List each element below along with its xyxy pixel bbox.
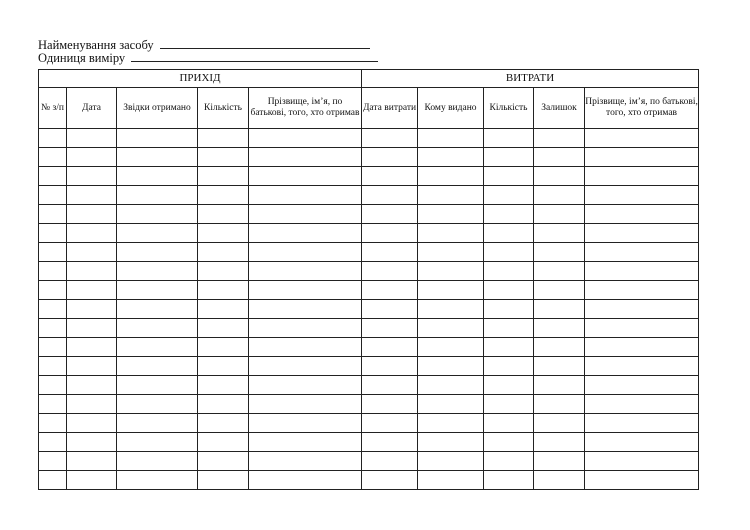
- table-cell[interactable]: [418, 357, 484, 376]
- table-cell[interactable]: [484, 243, 534, 262]
- table-cell[interactable]: [585, 129, 699, 148]
- table-cell[interactable]: [67, 414, 117, 433]
- table-cell[interactable]: [117, 338, 198, 357]
- table-cell[interactable]: [418, 167, 484, 186]
- table-row: [39, 129, 699, 148]
- section-income-header: ПРИХІД: [39, 70, 362, 88]
- table-cell[interactable]: [534, 186, 585, 205]
- col-header-date: Дата: [67, 88, 117, 129]
- table-row: [39, 357, 699, 376]
- table-cell[interactable]: [249, 395, 362, 414]
- table-cell[interactable]: [534, 395, 585, 414]
- table-row: [39, 433, 699, 452]
- table-cell[interactable]: [117, 148, 198, 167]
- table-cell[interactable]: [362, 300, 418, 319]
- table-cell[interactable]: [585, 281, 699, 300]
- table-cell[interactable]: [39, 224, 67, 243]
- col-header-receiver-name-in: Прізвище, ім’я, по батькові, того, хто отримав: [249, 88, 362, 129]
- table-cell[interactable]: [418, 186, 484, 205]
- col-header-number: № з/п: [39, 88, 67, 129]
- table-cell[interactable]: [117, 376, 198, 395]
- table-cell[interactable]: [585, 452, 699, 471]
- table-cell[interactable]: [67, 452, 117, 471]
- table-cell[interactable]: [249, 243, 362, 262]
- table-cell[interactable]: [198, 338, 249, 357]
- table-cell[interactable]: [484, 471, 534, 490]
- table-cell[interactable]: [418, 433, 484, 452]
- table-cell[interactable]: [117, 395, 198, 414]
- table-row: [39, 167, 699, 186]
- table-cell[interactable]: [249, 167, 362, 186]
- table-cell[interactable]: [534, 148, 585, 167]
- table-cell[interactable]: [249, 357, 362, 376]
- table-cell[interactable]: [67, 376, 117, 395]
- table-cell[interactable]: [534, 471, 585, 490]
- table-cell[interactable]: [117, 186, 198, 205]
- table-cell[interactable]: [198, 224, 249, 243]
- table-cell[interactable]: [484, 433, 534, 452]
- table-cell[interactable]: [418, 281, 484, 300]
- table-cell[interactable]: [534, 167, 585, 186]
- table-cell[interactable]: [418, 376, 484, 395]
- table-cell[interactable]: [39, 186, 67, 205]
- table-cell[interactable]: [117, 129, 198, 148]
- table-cell[interactable]: [534, 376, 585, 395]
- table-cell[interactable]: [249, 452, 362, 471]
- table-cell[interactable]: [534, 300, 585, 319]
- table-cell[interactable]: [534, 338, 585, 357]
- table-cell[interactable]: [39, 262, 67, 281]
- table-cell[interactable]: [39, 452, 67, 471]
- table-cell[interactable]: [67, 243, 117, 262]
- table-cell[interactable]: [362, 129, 418, 148]
- table-row: [39, 300, 699, 319]
- table-row: [39, 471, 699, 490]
- table-cell[interactable]: [585, 338, 699, 357]
- table-row: [39, 262, 699, 281]
- table-row: [39, 186, 699, 205]
- table-cell[interactable]: [585, 471, 699, 490]
- item-name-label: Найменування засобу: [38, 38, 154, 52]
- table-cell[interactable]: [117, 205, 198, 224]
- table-cell[interactable]: [585, 148, 699, 167]
- table-cell[interactable]: [585, 186, 699, 205]
- table-cell[interactable]: [362, 262, 418, 281]
- table-cell[interactable]: [198, 414, 249, 433]
- table-cell[interactable]: [198, 452, 249, 471]
- table-cell[interactable]: [198, 471, 249, 490]
- table-cell[interactable]: [484, 338, 534, 357]
- table-cell[interactable]: [198, 357, 249, 376]
- table-cell[interactable]: [117, 167, 198, 186]
- table-cell[interactable]: [585, 262, 699, 281]
- table-cell[interactable]: [362, 395, 418, 414]
- table-cell[interactable]: [198, 243, 249, 262]
- table-cell[interactable]: [198, 186, 249, 205]
- table-cell[interactable]: [418, 319, 484, 338]
- table-cell[interactable]: [484, 262, 534, 281]
- table-cell[interactable]: [362, 186, 418, 205]
- table-cell[interactable]: [362, 338, 418, 357]
- table-cell[interactable]: [67, 281, 117, 300]
- table-cell[interactable]: [39, 357, 67, 376]
- col-header-quantity-out: Кількість: [484, 88, 534, 129]
- table-cell[interactable]: [198, 300, 249, 319]
- table-cell[interactable]: [67, 186, 117, 205]
- table-cell[interactable]: [484, 129, 534, 148]
- table-cell[interactable]: [362, 167, 418, 186]
- table-cell[interactable]: [39, 129, 67, 148]
- table-cell[interactable]: [362, 471, 418, 490]
- table-cell[interactable]: [249, 129, 362, 148]
- table-cell[interactable]: [585, 167, 699, 186]
- table-cell[interactable]: [198, 262, 249, 281]
- table-cell[interactable]: [249, 376, 362, 395]
- table-cell[interactable]: [117, 433, 198, 452]
- table-cell[interactable]: [418, 243, 484, 262]
- table-cell[interactable]: [484, 414, 534, 433]
- table-cell[interactable]: [67, 262, 117, 281]
- table-cell[interactable]: [67, 148, 117, 167]
- table-cell[interactable]: [484, 376, 534, 395]
- table-cell[interactable]: [198, 129, 249, 148]
- table-cell[interactable]: [484, 452, 534, 471]
- table-cell[interactable]: [534, 319, 585, 338]
- table-cell[interactable]: [418, 452, 484, 471]
- unit-blank-field[interactable]: [131, 50, 378, 62]
- table-cell[interactable]: [534, 357, 585, 376]
- table-cell[interactable]: [585, 433, 699, 452]
- table-cell[interactable]: [418, 300, 484, 319]
- table-cell[interactable]: [362, 281, 418, 300]
- table-cell[interactable]: [117, 357, 198, 376]
- table-cell[interactable]: [585, 395, 699, 414]
- table-cell[interactable]: [418, 395, 484, 414]
- table-cell[interactable]: [117, 262, 198, 281]
- table-cell[interactable]: [534, 262, 585, 281]
- table-cell[interactable]: [484, 205, 534, 224]
- table-cell[interactable]: [249, 414, 362, 433]
- table-cell[interactable]: [39, 433, 67, 452]
- table-cell[interactable]: [418, 148, 484, 167]
- table-row: [39, 376, 699, 395]
- table-cell[interactable]: [534, 414, 585, 433]
- table-cell[interactable]: [585, 376, 699, 395]
- col-header-issued-to: Кому видано: [418, 88, 484, 129]
- table-cell[interactable]: [249, 148, 362, 167]
- table-cell[interactable]: [249, 338, 362, 357]
- section-expense-header: ВИТРАТИ: [362, 70, 699, 88]
- table-cell[interactable]: [39, 148, 67, 167]
- table-cell[interactable]: [67, 395, 117, 414]
- table-cell[interactable]: [67, 471, 117, 490]
- table-cell[interactable]: [198, 148, 249, 167]
- col-header-expense-date: Дата витрати: [362, 88, 418, 129]
- table-cell[interactable]: [585, 205, 699, 224]
- table-cell[interactable]: [67, 433, 117, 452]
- table-cell[interactable]: [67, 167, 117, 186]
- table-cell[interactable]: [117, 281, 198, 300]
- table-cell[interactable]: [249, 186, 362, 205]
- table-cell[interactable]: [585, 243, 699, 262]
- table-row: [39, 395, 699, 414]
- table-cell[interactable]: [362, 357, 418, 376]
- table-cell[interactable]: [249, 205, 362, 224]
- table-cell[interactable]: [117, 414, 198, 433]
- table-cell[interactable]: [198, 167, 249, 186]
- table-cell[interactable]: [198, 376, 249, 395]
- table-cell[interactable]: [39, 243, 67, 262]
- table-cell[interactable]: [39, 414, 67, 433]
- table-cell[interactable]: [249, 433, 362, 452]
- table-row: [39, 452, 699, 471]
- table-cell[interactable]: [39, 376, 67, 395]
- table-cell[interactable]: [534, 433, 585, 452]
- table-cell[interactable]: [198, 205, 249, 224]
- table-cell[interactable]: [484, 186, 534, 205]
- table-row: [39, 224, 699, 243]
- table-cell[interactable]: [117, 319, 198, 338]
- table-cell[interactable]: [534, 452, 585, 471]
- ledger-body: [39, 129, 699, 490]
- table-cell[interactable]: [249, 319, 362, 338]
- ledger-table: [38, 69, 699, 490]
- table-row: [39, 243, 699, 262]
- unit-line: [38, 50, 378, 65]
- table-cell[interactable]: [484, 167, 534, 186]
- table-cell[interactable]: [117, 471, 198, 490]
- table-cell[interactable]: [362, 376, 418, 395]
- table-row: [39, 414, 699, 433]
- table-cell[interactable]: [198, 395, 249, 414]
- table-cell[interactable]: [585, 300, 699, 319]
- item-name-blank-field[interactable]: [160, 37, 370, 49]
- table-cell[interactable]: [484, 357, 534, 376]
- table-cell[interactable]: [484, 224, 534, 243]
- table-cell[interactable]: [198, 281, 249, 300]
- table-cell[interactable]: [39, 205, 67, 224]
- table-cell[interactable]: [117, 300, 198, 319]
- table-cell[interactable]: [67, 129, 117, 148]
- table-cell[interactable]: [418, 262, 484, 281]
- table-cell[interactable]: [484, 395, 534, 414]
- table-cell[interactable]: [67, 319, 117, 338]
- table-cell[interactable]: [418, 129, 484, 148]
- table-cell[interactable]: [585, 414, 699, 433]
- table-cell[interactable]: [585, 357, 699, 376]
- table-cell[interactable]: [67, 224, 117, 243]
- table-cell[interactable]: [198, 433, 249, 452]
- table-cell[interactable]: [362, 414, 418, 433]
- table-cell[interactable]: [67, 205, 117, 224]
- table-cell[interactable]: [39, 300, 67, 319]
- col-header-quantity-in: Кількість: [198, 88, 249, 129]
- table-cell[interactable]: [534, 243, 585, 262]
- table-cell[interactable]: [249, 471, 362, 490]
- table-cell[interactable]: [39, 395, 67, 414]
- table-cell[interactable]: [198, 319, 249, 338]
- table-cell[interactable]: [362, 433, 418, 452]
- table-row: [39, 281, 699, 300]
- table-cell[interactable]: [39, 281, 67, 300]
- table-cell[interactable]: [39, 471, 67, 490]
- table-cell[interactable]: [362, 452, 418, 471]
- table-row: [39, 319, 699, 338]
- table-cell[interactable]: [117, 224, 198, 243]
- table-cell[interactable]: [484, 319, 534, 338]
- table-cell[interactable]: [418, 205, 484, 224]
- table-row: [39, 148, 699, 167]
- table-row: [39, 338, 699, 357]
- table-cell[interactable]: [362, 205, 418, 224]
- table-cell[interactable]: [362, 224, 418, 243]
- table-cell[interactable]: [484, 281, 534, 300]
- table-cell[interactable]: [249, 281, 362, 300]
- table-cell[interactable]: [534, 205, 585, 224]
- table-cell[interactable]: [534, 281, 585, 300]
- table-cell[interactable]: [418, 414, 484, 433]
- table-cell[interactable]: [39, 319, 67, 338]
- table-cell[interactable]: [534, 129, 585, 148]
- table-cell[interactable]: [362, 243, 418, 262]
- table-cell[interactable]: [585, 319, 699, 338]
- unit-label: Одиниця виміру: [38, 51, 126, 65]
- table-row: [39, 205, 699, 224]
- table-cell[interactable]: [585, 224, 699, 243]
- col-header-balance: Залишок: [534, 88, 585, 129]
- table-cell[interactable]: [39, 167, 67, 186]
- table-cell[interactable]: [362, 148, 418, 167]
- table-cell[interactable]: [67, 338, 117, 357]
- table-cell[interactable]: [484, 148, 534, 167]
- col-header-receiver-name-out: Прізвище, ім’я, по батькові, того, хто отримав: [585, 88, 699, 129]
- table-cell[interactable]: [418, 338, 484, 357]
- table-cell[interactable]: [484, 300, 534, 319]
- table-cell[interactable]: [67, 300, 117, 319]
- table-cell[interactable]: [534, 224, 585, 243]
- table-cell[interactable]: [249, 300, 362, 319]
- table-cell[interactable]: [249, 262, 362, 281]
- table-cell[interactable]: [362, 319, 418, 338]
- table-cell[interactable]: [117, 243, 198, 262]
- col-header-source: Звідки отримано: [117, 88, 198, 129]
- table-cell[interactable]: [67, 357, 117, 376]
- table-cell[interactable]: [117, 452, 198, 471]
- table-cell[interactable]: [39, 338, 67, 357]
- table-cell[interactable]: [418, 224, 484, 243]
- table-cell[interactable]: [249, 224, 362, 243]
- table-cell[interactable]: [418, 471, 484, 490]
